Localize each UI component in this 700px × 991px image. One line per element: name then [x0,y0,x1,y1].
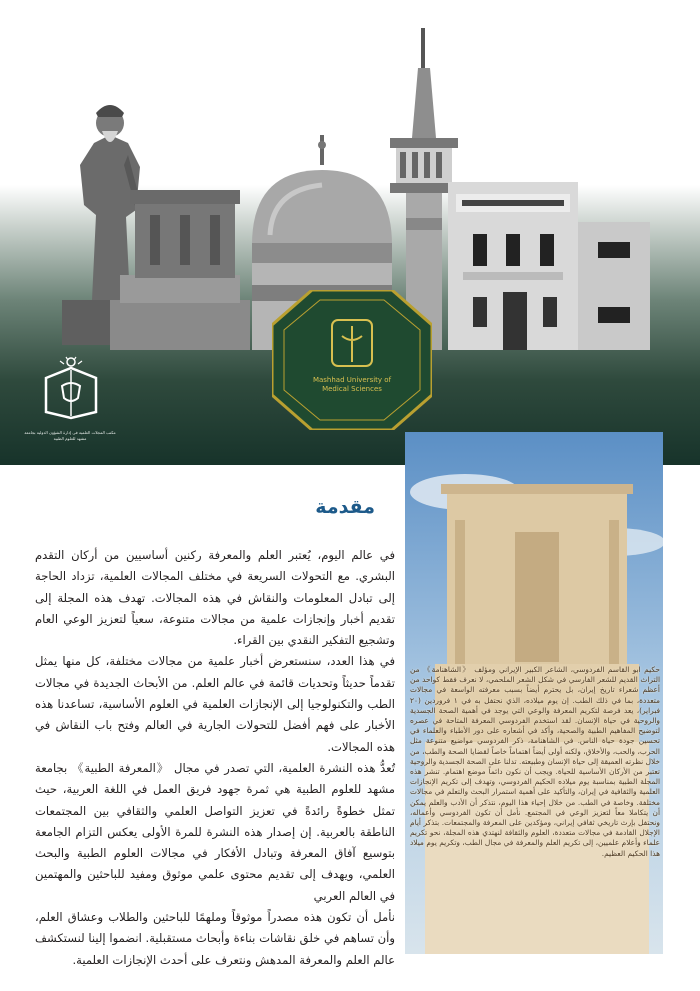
article-body [35,545,395,971]
logo-caption: مکتب المجلات العلمیة فی إدارة الشؤون الدولیة بجامعة مشهد للعلوم الطبیة [24,430,116,441]
svg-text:Mashhad University of: Mashhad University of [312,376,392,384]
photo-caption [410,665,660,953]
caption-paragraph: وخاصة في الطب. من خلال إحياء هذا اليوم، نتذكر أن الأدب والعلم يمكن أن يتكاملا معاً لتعزيز الوعي في المجتمع. نأمل أن تكون الفردوسي وأعماله، ونحتفل بإرث تاريخي ثقافي إيراني، ومؤكدين على المعرفة والمجتمعات. بتذكر أيام الإجلال القادمة في مجالات متعددة، العلوم والثقافة لنهتدي هذه المجلة، نحو تكريم علماء وأعلام علميين، إلى تكريم العلم والمعرفة في مجال الطب، وتكريم يوم ميلاد هذا الحكيم العظيم. [410,797,660,858]
article-paragraph: في عالم اليوم، يُعتبر العلم والمعرفة ركنين أساسيين من أركان التقدم البشري. مع التحولات السريعة في مختلف المجالات العلمية، تزداد الحاجة إلى تبادل المعلومات والنقاش في هذه المجالات. تهدف هذه المجلة إلى تقديم أخبار وإنجازات علمية من مجالات متنوعة، سعياً لتعزيز الوعي العام وتشجيع التفكير النقدي بين القراء. [35,548,395,648]
university-building-image [448,182,650,350]
article-paragraph: تُعدُّ هذه النشرة العلمية، التي تصدر في مجال 《المعرفة الطبية》 بجامعة مشهد للعلوم الطبية هي ثمرة جهود فريق العمل في اللغة العربية، حيث تمثل خطوةً رائدةً في تعزيز التواصل العلمي والثقافي بين المجتمعات الناطقة بالعربية. إن إصدار هذه النشرة للمرة الأولى يعكس التزام الجامعة بتوسيع آفاق المعرفة وتبادل الأفكار في مجالات العلوم الطبية والبحث العلمي، ويهدف إلى تقديم محتوى علمي موثوق ومفيد للباحثين والمهتمين في العالم العربي [35,760,395,903]
journal-office-logo-icon [40,356,102,420]
university-emblem-icon [272,290,432,430]
article-paragraph: في هذا العدد، سنستعرض أخبار علمية من مجالات مختلفة، كل منها يمثل تقدماً حديثاً وتحديات قائمة في عالم العلم. من الأبحاث الجديدة في مجالات الطب والتكنولوجيا إلى الإنجازات العلمية في العلوم الأساسية، تساعدنا هذه الأخبار على فهم أفضل للتحولات الجارية في العالم وفتح باب النقاش في هذه المجالات. [35,654,395,754]
article-paragraph: نأمل أن تكون هذه مصدراً موثوقاً وملهمًا للباحثين والطلاب وعشاق العلم، وأن تساهم في خلق نقاشات بناءة وأبحاث مستقبلية. انضموا إلينا لنستكشف عالم العلم والمعرفة المدهش ونتعرف على أحدث الإنجازات العلمية. [35,910,395,967]
caption-paragraph: في الشاهنامة، ذكر الفردوسي مواضيع متنوعة مثل الحرب، والحب، والأخلاق، ولكنه أولى أيضاً اهتماماً خاصاً لقضايا الصحة والطب، من خلال نظرته العميقة إلى حياة الإنسان وطبيعته. تدلنا على الصحة الجسدية والروحية تعتبر من الأركان الأساسية للحياة. ويجب أن نكون دائماً موضع اهتمام. تنشر هذه المجلة الطبية بمناسبة يوم ميلاده الحكيم الفردوسي، وتهدف إلى تكريم الإنجازات العلمية والثقافية في إيران، والتأكيد على أهمية استمرار البحث والتعلم في مجالات مختلفة. [410,736,660,807]
mausoleum-image [110,180,250,350]
article-heading: مقدمة [315,496,375,518]
caption-paragraph: حکیم ابو القاسم الفردوسي، الشاعر الكبير الإيراني ومؤلف 《الشاهنامة》 من التراث القديم للشعر الفارسي في شكل الشعر الملحمي، لا نعرف فقط كواحد من أعظم شعراء تاريخ إيران، بل يحترم أيضاً بسبب معرفته الواسعة في مجالات متعددة، بما في ذلك الطب. إن يوم ميلاده، الذي نحتفل به في ١ فروردين (٢٠ فبراير)، يعد فرصة لتكريم المعرفة والوعي التي يوجد في أهمية الصحة الجسدية والروحية في حياة الإنسان. لقد استخدم الفردوسي المعرفة المتاحة في عصره لتوضيح المفاهيم الطبية والصحية، وأكد في أشعاره على دور الأطباء والعلماء في تحسين جودة حياة الناس. [410,665,660,746]
svg-text:Medical Sciences: Medical Sciences [322,385,382,393]
header-banner [0,0,700,465]
